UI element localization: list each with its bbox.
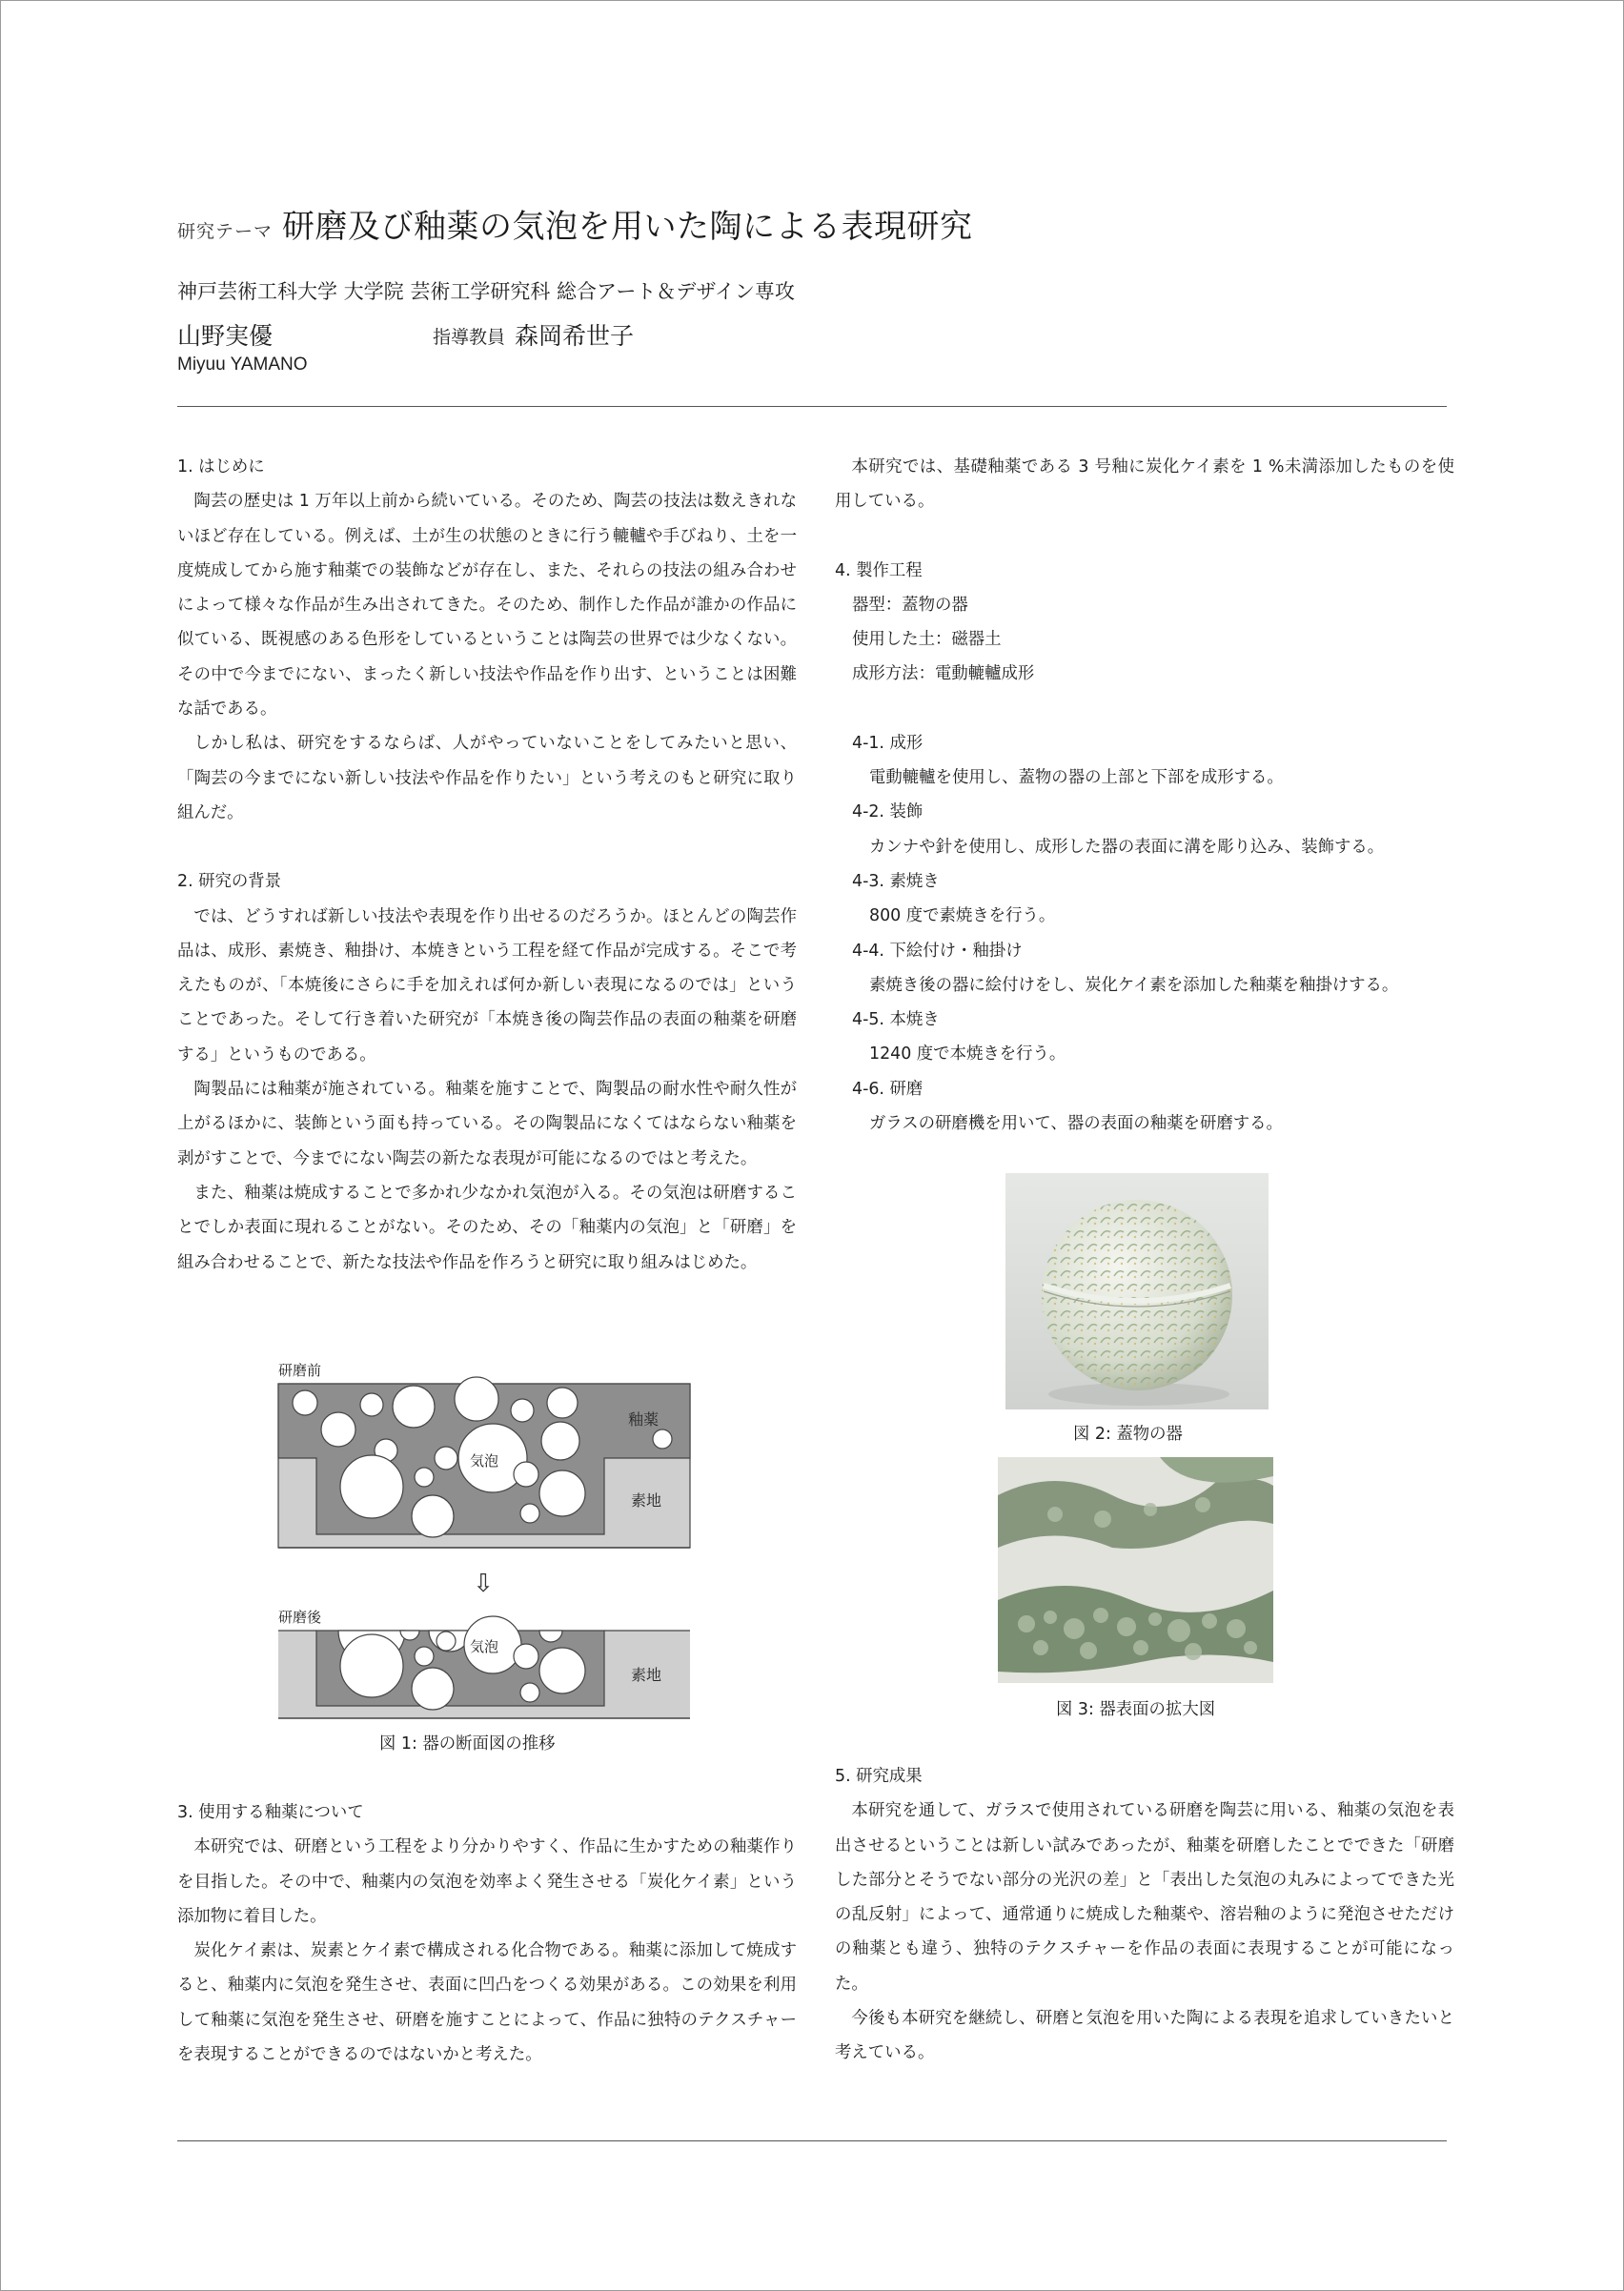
figure-3-caption: 図 3: 器表面の拡大図 — [1056, 1700, 1216, 1719]
step-title: 4-1. 成形 — [852, 733, 924, 753]
header-rule — [177, 406, 1447, 407]
spec-clay: 使用した土：磁器土 — [852, 630, 1002, 650]
label-after: 研磨後 — [278, 1609, 322, 1626]
paper-title: 研磨及び釉薬の気泡を用いた陶による表現研究 — [282, 208, 973, 246]
down-arrow-icon: ⇩ — [473, 1570, 494, 1598]
section-4-heading: 4. 製作工程 — [835, 560, 923, 580]
spec-forming: 成形方法：電動轆轤成形 — [852, 664, 1035, 684]
spec-vessel: 器型：蓋物の器 — [852, 595, 968, 615]
figure-2-caption: 図 2: 蓋物の器 — [1073, 1425, 1183, 1444]
section-1-paragraph: 陶芸の歴史は 1 万年以上前から続いている。そのため、陶芸の技法は数えきれないほど存在している。例えば、土が生の状態のときに行う轆轤や手びねり、土を一度焼成してから施す釉薬での装飾などが存在し、また、それらの技法の組み合わせによって様々な作品が生み出されてきた。そのため、制作した作品が誰かの作品に似ている、既視感のある色形をしているということは陶芸の世界では少なくない。その中で今までにない、まったく新しい技法や作品を作り出す、ということは困難な話である。 — [177, 492, 797, 720]
step-body: 電動轆轤を使用し、蓋物の器の上部と下部を成形する。 — [869, 768, 1284, 788]
step-title: 4-5. 本焼き — [852, 1010, 940, 1030]
label-body-after: 素地 — [630, 1666, 662, 1684]
title-row — [177, 200, 973, 248]
figure-1 — [267, 1353, 705, 1754]
step-title: 4-2. 装飾 — [852, 802, 924, 822]
author-romaji: Miyuu YAMANO — [177, 355, 308, 375]
section-3-heading: 3. 使用する釉薬について — [177, 1803, 364, 1822]
label-body-before: 素地 — [630, 1491, 662, 1510]
section-2-paragraph: 陶製品には釉薬が施されている。釉薬を施すことで、陶製品の耐水性や耐久性が上がるほかに、装飾という面も持っている。その陶製品になくてはならない釉薬を剥がすことで、今までにない陶芸の新たな表現が可能になるのではと考えた。 — [177, 1080, 797, 1168]
step-body: 素焼き後の器に絵付けをし、炭化ケイ素を添加した釉薬を釉掛けする。 — [869, 975, 1399, 995]
left-column-lower — [177, 1795, 797, 2072]
section-5-paragraph: 今後も本研究を継続し、研磨と気泡を用いた陶による表現を追求していきたいと考えている。 — [835, 2009, 1454, 2063]
section-2-paragraph: では、どうすれば新しい技法や表現を作り出せるのだろうか。ほとんどの陶芸作品は、成形、素焼き、釉掛け、本焼きという工程を経て作品が完成する。そこで考えたものが、「本焼後にさらに手を加えれば何か新しい表現になるのでは」ということであった。そして行き着いた研究が「本焼き後の陶芸作品の表面の釉薬を研磨する」というものである。 — [177, 906, 797, 1064]
right-column — [835, 450, 1454, 1141]
affiliation: 神戸芸術工科大学 大学院 芸術工学研究科 総合アート＆デザイン専攻 — [177, 280, 795, 303]
section-5-heading: 5. 研究成果 — [835, 1767, 923, 1786]
section-2-heading: 2. 研究の背景 — [177, 872, 282, 892]
step-body: 800 度で素焼きを行う。 — [869, 906, 1056, 926]
step-title: 4-4. 下絵付け・釉掛け — [852, 941, 1023, 961]
right-column-lower — [835, 1759, 1454, 2071]
figure-3-photo — [998, 1457, 1273, 1683]
label-glaze: 釉薬 — [627, 1410, 660, 1429]
advisor-label: 指導教員 — [433, 327, 506, 348]
section-3-paragraph: 炭化ケイ素は、炭素とケイ素で構成される化合物である。釉薬に添加して焼成すると、釉薬内に気泡を発生させ、表面に凹凸をつくる効果がある。この効果を利用して釉薬に気泡を発生させ、研磨を施すことによって、作品に独特のテクスチャーを表現することができるのではないかと考えた。 — [177, 1941, 797, 2065]
label-before: 研磨前 — [278, 1362, 322, 1379]
section-3-paragraph: 本研究では、基礎釉薬である 3 号釉に炭化ケイ素を 1 %未満添加したものを使用している。 — [835, 457, 1454, 512]
section-5-paragraph: 本研究を通して、ガラスで使用されている研磨を陶芸に用いる、釉薬の気泡を表出させるということは新しい試みであったが、釉薬を研磨したことでできた「研磨した部分とそうでない部分の光沢の差」と「表出した気泡の丸みによってできた光の乱反射」によって、通常通りに焼成した釉薬や、溶岩釉のように発泡させただけの釉薬とも違う、独特のテクスチャーを作品の表面に表現することが可能になった。 — [835, 1801, 1454, 1994]
step-body: カンナや針を使用し、成形した器の表面に溝を彫り込み、装飾する。 — [869, 837, 1385, 857]
step-title: 4-6. 研磨 — [852, 1079, 924, 1099]
figure-1-caption: 図 1: 器の断面図の推移 — [379, 1734, 556, 1754]
step-title: 4-3. 素焼き — [852, 871, 940, 891]
footer-rule — [177, 2140, 1447, 2141]
step-body: ガラスの研磨機を用いて、器の表面の釉薬を研磨する。 — [869, 1114, 1283, 1134]
figure-2-photo — [1005, 1173, 1269, 1409]
label-bubble-before: 気泡 — [469, 1452, 499, 1470]
section-2-paragraph: また、釉薬は焼成することで多かれ少なかれ気泡が入る。その気泡は研磨することでしか表面に現れることがない。そのため、その「釉薬内の気泡」と「研磨」を組み合わせることで、新たな技法や作品を作ろうと研究に取り組みはじめた。 — [177, 1183, 797, 1272]
label-bubble-after: 気泡 — [469, 1638, 499, 1655]
step-body: 1240 度で本焼きを行う。 — [869, 1044, 1066, 1064]
advisor-name: 森岡希世子 — [515, 322, 635, 350]
section-1-heading: 1. はじめに — [177, 457, 265, 476]
left-column — [177, 450, 797, 1280]
author-name: 山野実優 — [177, 322, 274, 350]
section-3-paragraph: 本研究では、研磨という工程をより分かりやすく、作品に生かすための釉薬作りを目指した。その中で、釉薬内の気泡を効率よく発生させる「炭化ケイ素」という添加物に着目した。 — [177, 1837, 797, 1926]
section-1-paragraph: しかし私は、研究をするならば、人がやっていないことをしてみたいと思い、「陶芸の今までにない新しい技法や作品を作りたい」という考えのもと研究に取り組んだ。 — [177, 734, 797, 822]
theme-label: 研究テーマ — [177, 221, 274, 242]
